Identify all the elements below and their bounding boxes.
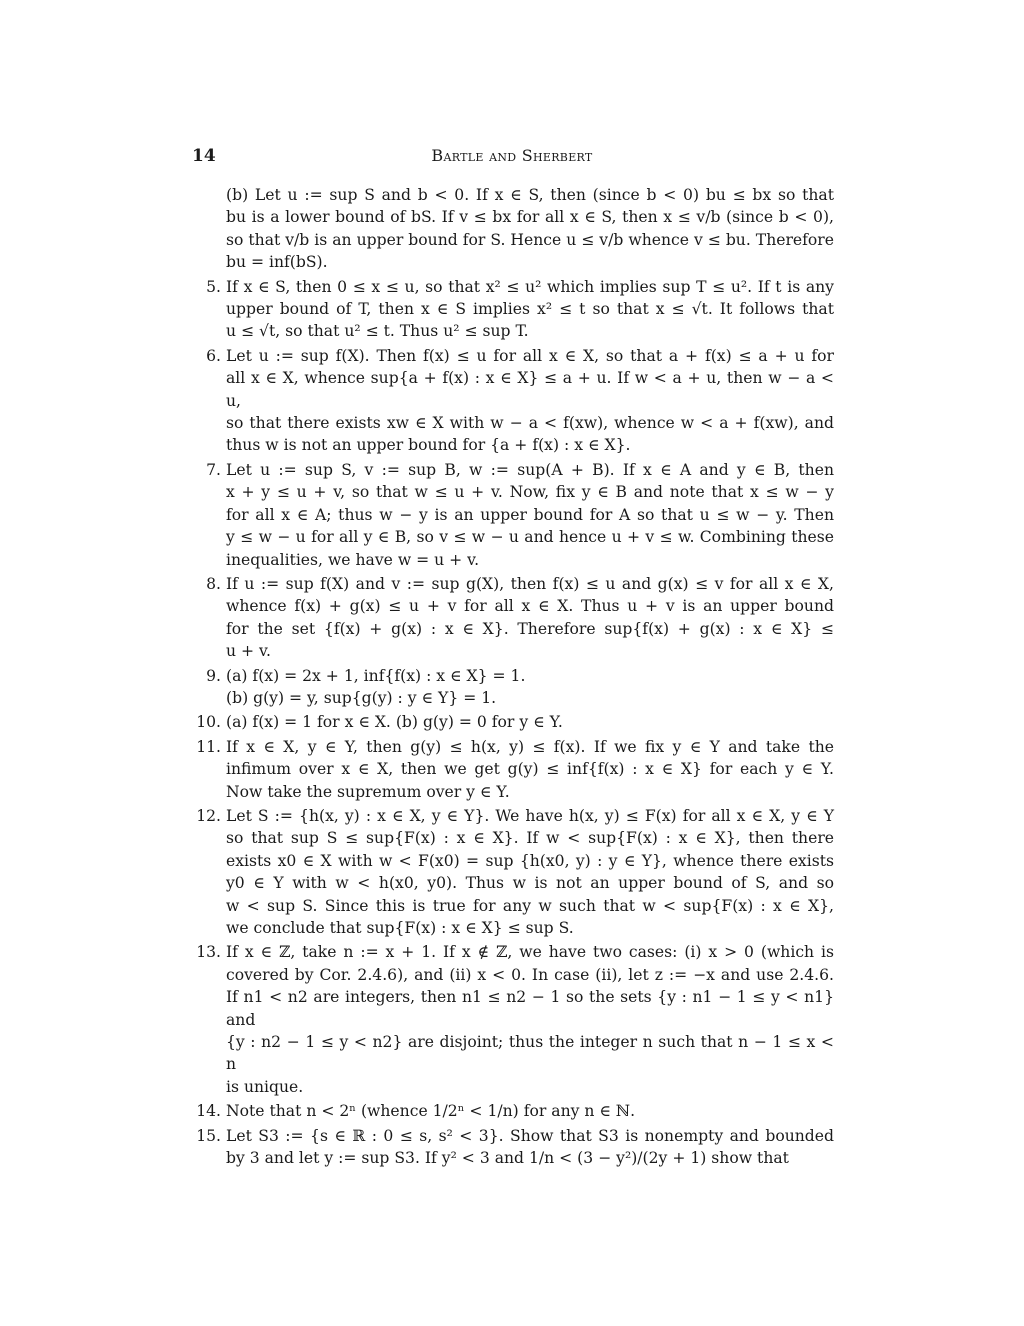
text-line: for the set {f(x) + g(x) : x ∈ X}. Therefore sup{f(x) + g(x) : x ∈ X} ≤: [226, 619, 834, 638]
text-line: u + v.: [226, 642, 271, 661]
text-line: y ≤ w − u for all y ∈ B, so v ≤ w − u and hence u + v ≤ w. Combining these: [226, 528, 834, 547]
running-head: Bartle and Sherbert: [431, 146, 593, 165]
item-number: 13.: [196, 943, 221, 962]
item-text: [226, 459, 834, 571]
item-text: [226, 1100, 834, 1122]
text-line: x + y ≤ u + v, so that w ≤ u + v. Now, fix y ∈ B and note that x ≤ w − y: [226, 483, 834, 502]
item-text: [226, 665, 834, 710]
solution-list: [192, 276, 834, 1170]
solution-item: [192, 805, 834, 939]
text-line: Let S3 := {s ∈ ℝ : 0 ≤ s, s² < 3}. Show that S3 is nonempty and bounded: [226, 1126, 834, 1145]
item-number: 6.: [206, 346, 221, 365]
text-line: (b) g(y) = y, sup{g(y) : y ∈ Y} = 1.: [226, 688, 497, 707]
solution-item: [192, 665, 834, 710]
item-text: [226, 736, 834, 803]
text-line: Let u := sup S, v := sup B, w := sup(A + B). If x ∈ A and y ∈ B, then: [226, 460, 834, 479]
solution-item: [192, 711, 834, 733]
item-text: [226, 345, 834, 457]
solution-item: [192, 941, 834, 1098]
solution-item: [192, 459, 834, 571]
text-line: upper bound of T, then x ∈ S implies x² ≤ t so that x ≤ √t. It follows that: [226, 300, 834, 319]
solution-item: [192, 276, 834, 343]
item-number: 12.: [196, 806, 221, 825]
item-text: [226, 711, 834, 733]
text-line: for all x ∈ A; thus w − y is an upper bound for A so that u ≤ w − y. Then: [226, 505, 834, 524]
text-line: infimum over x ∈ X, then we get g(y) ≤ inf{f(x) : x ∈ X} for each y ∈ Y.: [226, 760, 834, 779]
page-number: 14: [192, 146, 216, 166]
item-number: 7.: [206, 460, 221, 479]
item-number: 8.: [206, 574, 221, 593]
text-line: Note that n < 2ⁿ (whence 1/2ⁿ < 1/n) for any n ∈ ℕ.: [226, 1102, 636, 1121]
text-line: (b) Let u := sup S and b < 0. If x ∈ S, then (since b < 0) bu ≤ bx so that: [226, 186, 834, 204]
text-line: covered by Cor. 2.4.6), and (ii) x < 0. In case (ii), let z := −x and use 2.4.6.: [226, 965, 834, 984]
text-line: (a) f(x) = 1 for x ∈ X. (b) g(y) = 0 for y ∈ Y.: [226, 713, 563, 732]
solutions-text: [192, 184, 834, 1171]
solution-item: [192, 736, 834, 803]
text-line: we conclude that sup{F(x) : x ∈ X} ≤ sup S.: [226, 919, 574, 937]
item-text: [226, 573, 834, 663]
text-line: bu is a lower bound of bS. If v ≤ bx for all x ∈ S, then x ≤ v/b (since b < 0),: [226, 208, 834, 227]
text-line: exists x0 ∈ X with w < F(x0) = sup {h(x0, y) : y ∈ Y}, whence there exists: [226, 851, 834, 870]
text-line: so that sup S ≤ sup{F(x) : x ∈ X}. If w < sup{F(x) : x ∈ X}, then there: [226, 829, 834, 848]
item-text: [226, 276, 834, 343]
text-line: If x ∈ S, then 0 ≤ x ≤ u, so that x² ≤ u² which implies sup T ≤ u². If t is any: [226, 277, 834, 296]
continuation-paragraph: [192, 184, 834, 274]
text-line: Let S := {h(x, y) : x ∈ X, y ∈ Y}. We have h(x, y) ≤ F(x) for all x ∈ X, y ∈ Y: [226, 806, 834, 825]
page-header: [192, 146, 832, 170]
text-line: Let u := sup f(X). Then f(x) ≤ u for all x ∈ X, so that a + f(x) ≤ a + u for: [226, 346, 834, 365]
text-line: whence f(x) + g(x) ≤ u + v for all x ∈ X. Thus u + v is an upper bound: [226, 597, 834, 616]
text-line: inequalities, we have w = u + v.: [226, 550, 480, 569]
text-line: thus w is not an upper bound for {a + f(x) : x ∈ X}.: [226, 436, 631, 455]
text-line: If n1 < n2 are integers, then n1 ≤ n2 − 1 so the sets {y : n1 − 1 ≤ y < n1} and: [226, 988, 834, 1029]
text-line: Now take the supremum over y ∈ Y.: [226, 782, 510, 801]
text-line: so that there exists xw ∈ X with w − a < f(xw), whence w < a + f(xw), and: [226, 414, 834, 433]
text-line: If x ∈ X, y ∈ Y, then g(y) ≤ h(x, y) ≤ f(x). If we fix y ∈ Y and take the: [226, 737, 834, 756]
item-text: [226, 805, 834, 939]
text-line: If x ∈ ℤ, take n := x + 1. If x ∉ ℤ, we have two cases: (i) x > 0 (which is: [226, 943, 834, 962]
solution-item: [192, 573, 834, 663]
solution-item: [192, 1125, 834, 1170]
solution-item: [192, 345, 834, 457]
text-line: so that v/b is an upper bound for S. Hence u ≤ v/b whence v ≤ bu. Therefore: [226, 230, 834, 249]
text-line: If u := sup f(X) and v := sup g(X), then f(x) ≤ u and g(x) ≤ v for all x ∈ X,: [226, 574, 834, 593]
text-line: (a) f(x) = 2x + 1, inf{f(x) : x ∈ X} = 1.: [226, 666, 526, 685]
item-number: 9.: [206, 666, 221, 685]
item-number: 5.: [206, 277, 221, 296]
item-number: 14.: [196, 1102, 221, 1121]
text-line: u ≤ √t, so that u² ≤ t. Thus u² ≤ sup T.: [226, 322, 529, 341]
item-number: 11.: [196, 737, 221, 756]
text-line: y0 ∈ Y with w < h(x0, y0). Thus w is not an upper bound of S, and so: [226, 874, 834, 893]
item-text: [226, 1125, 834, 1170]
item-number: 10.: [196, 713, 221, 732]
text-line: {y : n2 − 1 ≤ y < n2} are disjoint; thus the integer n such that n − 1 ≤ x < n: [226, 1033, 834, 1074]
item-number: 15.: [196, 1126, 221, 1145]
text-line: w < sup S. Since this is true for any w such that w < sup{F(x) : x ∈ X},: [226, 896, 834, 915]
text-line: all x ∈ X, whence sup{a + f(x) : x ∈ X} ≤ a + u. If w < a + u, then w − a < u,: [226, 369, 834, 410]
item-text: [226, 941, 834, 1098]
solution-item: [192, 1100, 834, 1122]
text-line: is unique.: [226, 1077, 304, 1096]
text-line: by 3 and let y := sup S3. If y² < 3 and 1/n < (3 − y²)/(2y + 1) show that: [226, 1149, 789, 1168]
text-line: bu = inf(bS).: [226, 253, 328, 272]
